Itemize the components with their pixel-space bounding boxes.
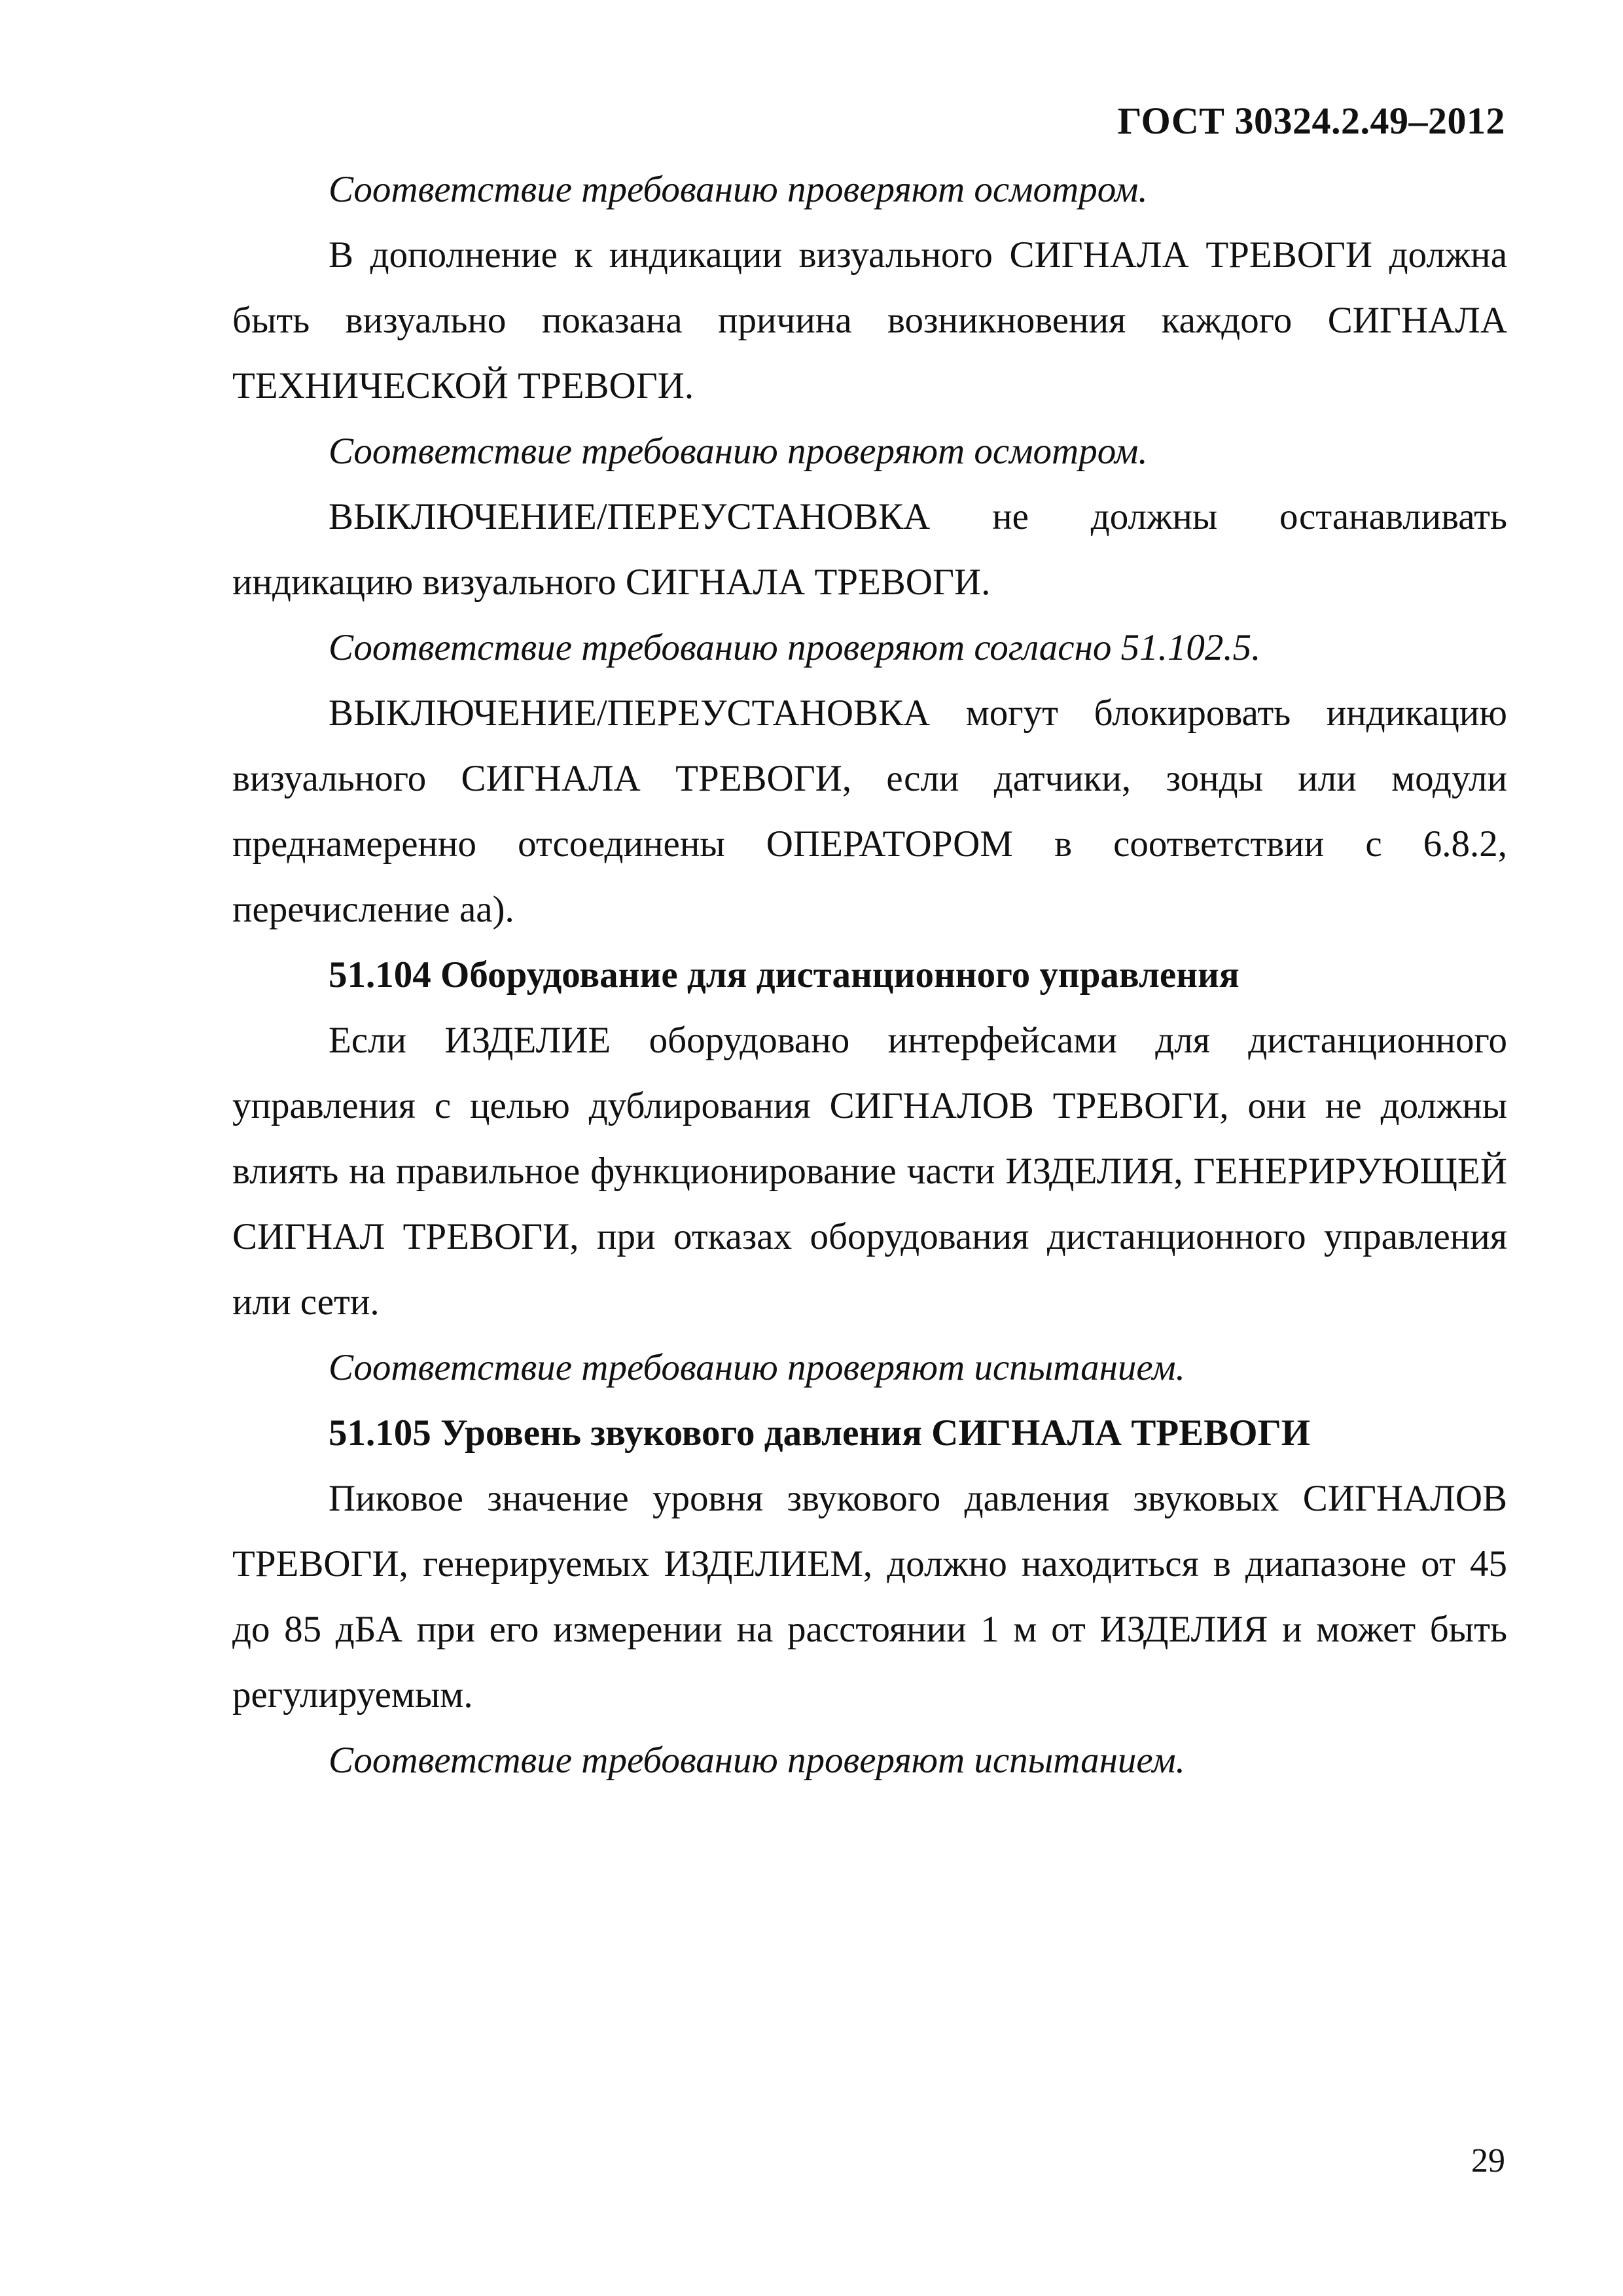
section-heading-51-105: 51.105 Уровень звукового давления СИГНАЛА ТРЕВОГИ: [329, 1412, 1311, 1454]
page-number: 29: [1471, 2142, 1505, 2179]
compliance-note: Соответствие требованию проверяют испытанием.: [329, 1740, 1185, 1781]
body-paragraph: В дополнение к индикации визуального СИГНАЛА ТРЕВОГИ должна быть визуально показана причина возникновения каждого СИГНАЛА ТЕХНИЧЕСКОЙ ТРЕВОГИ.: [232, 234, 1507, 406]
body-paragraph: ВЫКЛЮЧЕНИЕ/ПЕРЕУСТАНОВКА могут блокировать индикацию визуального СИГНАЛА ТРЕВОГИ, если датчики, зонды или модули преднамеренно отсоединены ОПЕРАТОРОМ в соответствии с 6.8.2, перечисление аа).: [232, 692, 1507, 930]
body-paragraph: Если ИЗДЕЛИЕ оборудовано интерфейсами для дистанционного управления с целью дублирования СИГНАЛОВ ТРЕВОГИ, они не должны влиять на правильное функционирование части ИЗДЕЛИЯ, ГЕНЕРИРУЮЩЕЙ СИГНАЛ ТРЕВОГИ, при отказах оборудования дистанционного управления или сети.: [232, 1020, 1507, 1323]
document-header: ГОСТ 30324.2.49–2012: [1117, 99, 1505, 142]
compliance-note: Соответствие требованию проверяют осмотром.: [329, 169, 1148, 210]
compliance-note: Соответствие требованию проверяют испытанием.: [329, 1347, 1185, 1388]
section-heading-51-104: 51.104 Оборудование для дистанционного управления: [329, 954, 1240, 996]
compliance-note: Соответствие требованию проверяют согласно 51.102.5.: [329, 627, 1261, 668]
body-paragraph: ВЫКЛЮЧЕНИЕ/ПЕРЕУСТАНОВКА не должны останавливать индикацию визуального СИГНАЛА ТРЕВОГИ.: [232, 496, 1507, 603]
document-body: [232, 157, 1507, 1793]
compliance-note: Соответствие требованию проверяют осмотром.: [329, 431, 1148, 472]
body-paragraph: Пиковое значение уровня звукового давления звуковых СИГНАЛОВ ТРЕВОГИ, генерируемых ИЗДЕЛИЕМ, должно находиться в диапазоне от 45 до 85 дБА при его измерении на расстоянии 1 м от ИЗДЕЛИЯ и может быть регулируемым.: [232, 1478, 1507, 1715]
